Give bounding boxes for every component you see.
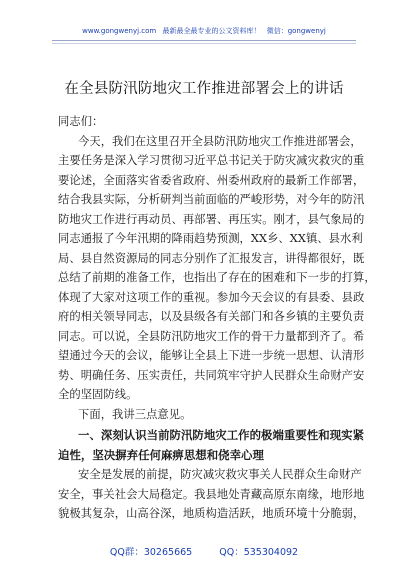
paragraph-line: 全的坚固防线。 <box>58 388 138 401</box>
header-divider-thin <box>52 43 356 44</box>
section-heading: 一、深刻认识当前防汛防地灾工作的极端重要性和现实紧 <box>78 428 365 442</box>
paragraph-line: 今天，我们在这里召开全县防汛防地灾工作推进部署会， <box>78 134 362 148</box>
paragraph-line: 貌极其复杂，山高谷深，地质构造活跃，地质环境十分脆弱， <box>58 507 365 520</box>
salutation: 同志们： <box>58 115 104 128</box>
paragraph-line: 体现了大家对这项工作的重视。参加今天会议的有县委、县政 <box>58 290 365 304</box>
paragraph-line: 防地灾工作进行再动员、再部署、再压实。刚才，县气象局的 <box>58 212 365 226</box>
paragraph-line: 安全，事关社会大局稳定。我县地处青藏高原东南缘，地形地 <box>58 487 365 501</box>
transition-line: 下面，我讲三点意见。 <box>78 407 192 421</box>
paragraph-line: 同志。可以说，全县防汛防地灾工作的骨干力量都到齐了。希 <box>58 329 365 343</box>
wechat-id: 微信：gongwenyj <box>266 27 326 35</box>
page-footer <box>0 544 408 558</box>
paragraph-line: 结合我县实际，分析研判当前面临的严峻形势，对今年的防汛 <box>58 193 365 206</box>
header-divider <box>52 40 356 41</box>
qq-group-contact: QQ群：30265665 <box>109 547 193 558</box>
paragraph-line: 总结了前期的准备工作，也指出了存在的困难和下一步的打算， <box>58 271 376 284</box>
site-slogan: 最新最全最专业的公文资料库！ <box>162 27 261 35</box>
paragraph-line: 府的相关领导同志，以及县级各有关部门和各乡镇的主要负责 <box>58 310 365 323</box>
section-heading: 迫性，坚决摒弃任何麻痹思想和侥幸心理 <box>58 447 264 462</box>
paragraph-line: 要论述，全面落实省委省政府、州委州政府的最新工作部署， <box>58 173 365 187</box>
paragraph-line: 势、明确任务、压实责任，共同筑牢守护人民群众生命财产安 <box>58 368 365 382</box>
paragraph-line: 望通过今天的会议，能够让全县上下进一步统一思想、认清形 <box>58 349 365 362</box>
site-header <box>0 26 408 36</box>
site-url-link[interactable]: www.gongwenyj.com <box>82 27 157 35</box>
paragraph-line: 局、县自然资源局的同志分别作了汇报发言，讲得都很好，既 <box>58 251 365 265</box>
paragraph-line: 主要任务是深入学习贯彻习近平总书记关于防灾减灾救灾的重 <box>58 154 365 167</box>
document-body <box>58 112 376 524</box>
paragraph-line: 安全是发展的前提，防灾减灾救灾事关人民群众生命财产 <box>78 468 362 481</box>
paragraph-line: 同志通报了今年汛期的降雨趋势预测，XX乡、XX镇、县水利 <box>58 232 363 245</box>
qq-contact: QQ：535304092 <box>219 547 299 558</box>
document-title: 在全县防汛防地灾工作推进部署会上的讲话 <box>64 81 344 97</box>
